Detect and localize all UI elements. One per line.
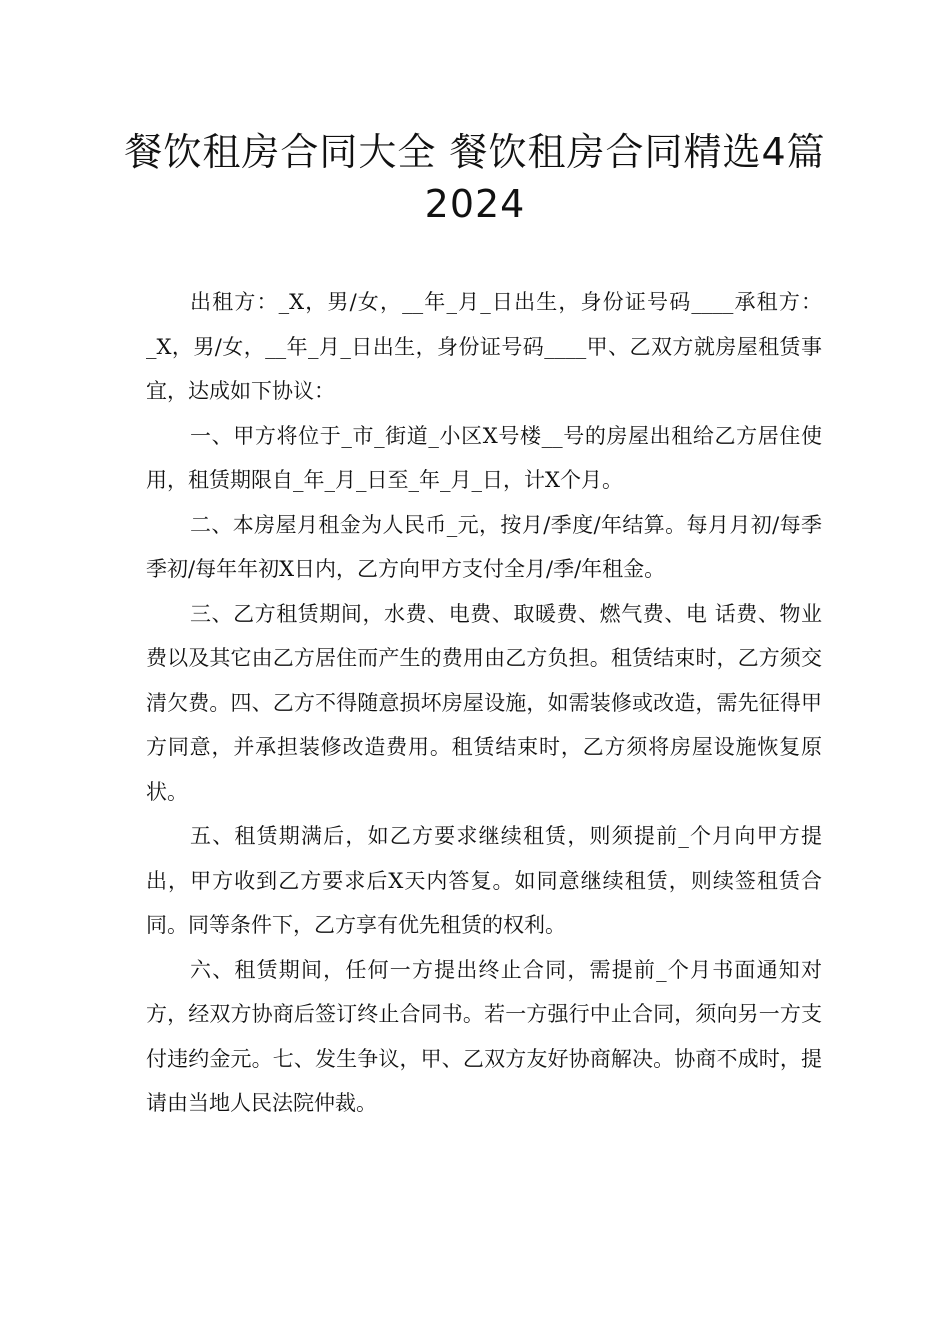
paragraph-clause-2: 二、本房屋月租金为人民币_元，按月/季度/年结算。每月月初/每季季初/每年年初X日内，乙方向甲方支付全月/季/年租金。 [146, 512, 822, 581]
paragraph-clause-5: 五、租赁期满后，如乙方要求继续租赁，则须提前_个月向甲方提出，甲方收到乙方要求后X天内答复。如同意继续租赁，则续签租赁合同。同等条件下，乙方享有优先租赁的权利。 [146, 824, 822, 937]
document-title: 餐饮租房合同大全 餐饮租房合同精选4篇2024 [124, 130, 826, 226]
paragraph-clause-3-4: 三、乙方租赁期间，水费、电费、取暖费、燃气费、电 话费、物业费以及其它由乙方居住而产生的费用由乙方负担。租赁结束时，乙方须交清欠费。四、乙方不得随意损坏房屋设施，如需装修或改造，需先征得甲方同意，并承担装修改造费用。租赁结束时，乙方须将房屋设施恢复原状。 [146, 601, 822, 804]
paragraph-clause-1: 一、甲方将位于_市_街道_小区X号楼__号的房屋出租给乙方居住使用，租赁期限自_年_月_日至_年_月_日，计X个月。 [146, 423, 822, 492]
document-body [146, 280, 822, 1126]
paragraph-parties: 出租方：_X，男/女，__年_月_日出生，身份证号码____承租方：_X，男/女，__年_月_日出生，身份证号码____甲、乙双方就房屋租赁事宜，达成如下协议： [146, 290, 822, 403]
paragraph-clause-6-7: 六、租赁期间，任何一方提出终止合同，需提前_个月书面通知对方，经双方协商后签订终止合同书。若一方强行中止合同，须向另一方支付违约金元。七、发生争议，甲、乙双方友好协商解决。协商不成时，提请由当地人民法院仲裁。 [146, 957, 822, 1115]
